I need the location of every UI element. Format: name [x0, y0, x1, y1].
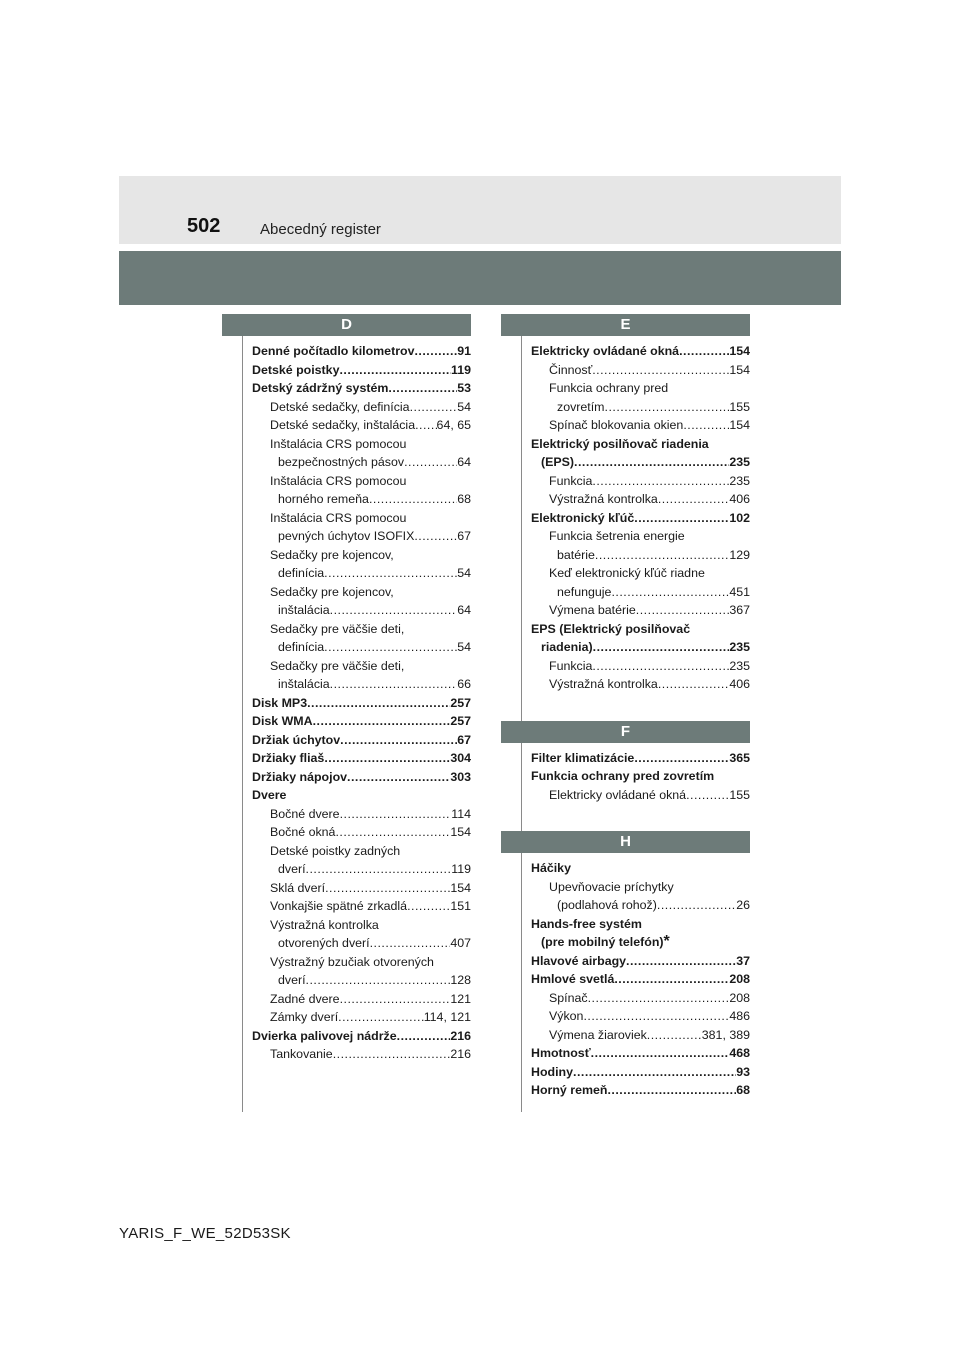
entry-term: otvorených dverí [278, 936, 370, 950]
index-list-f [501, 743, 750, 805]
dot-leader [686, 786, 729, 805]
index-entry [270, 398, 471, 417]
dot-leader [313, 712, 451, 731]
index-entry [541, 933, 750, 952]
section-header-h: H [501, 831, 750, 853]
entry-term: Funkcia ochrany pred zovretím [531, 769, 715, 783]
entry-term: zovretím [557, 399, 605, 414]
entry-term: Inštalácia CRS pomocou [270, 510, 407, 525]
index-list-e [501, 336, 750, 694]
page-ref: 304 [450, 751, 471, 765]
page-ref: 64, 65 [436, 418, 471, 432]
index-entry [549, 527, 750, 546]
index-entry [278, 675, 471, 694]
index-entry [531, 970, 750, 989]
page-ref: 154 [450, 880, 471, 895]
index-entry [278, 453, 471, 472]
entry-term: Držiaky fliaš [252, 751, 325, 765]
dot-leader [415, 416, 436, 435]
index-entry [549, 379, 750, 398]
page-ref: 155 [729, 787, 750, 802]
index-entry [278, 601, 471, 620]
dot-leader [592, 472, 729, 491]
index-entry [549, 601, 750, 620]
index-entry [549, 878, 750, 897]
entry-term: Elektrický posilňovač riadenia [531, 436, 709, 451]
entry-term: Výmena žiaroviek [549, 1027, 647, 1042]
entry-term: Hmotnosť [531, 1046, 591, 1060]
index-entry [531, 1044, 750, 1063]
index-entry [549, 989, 750, 1008]
entry-term: Bočné dvere [270, 806, 340, 821]
entry-term: definícia [278, 640, 325, 654]
entry-term: Bočné okná [270, 825, 336, 839]
dot-leader [324, 564, 457, 583]
section-header-e: E [501, 314, 750, 336]
index-entry [270, 620, 471, 639]
index-entry [531, 749, 750, 768]
entry-term: Háčiky [531, 861, 571, 875]
dot-leader [330, 675, 458, 694]
index-entry [252, 768, 471, 787]
entry-term: definícia [278, 566, 325, 580]
entry-term: Sklá dverí [270, 880, 326, 895]
dot-leader [306, 971, 451, 990]
index-entry [270, 657, 471, 676]
index-entry [270, 435, 471, 454]
index-entry [270, 842, 471, 861]
section-header-d: D [222, 314, 471, 336]
dot-leader [410, 398, 458, 417]
page-ref: 365 [729, 750, 750, 765]
dot-leader [658, 675, 730, 694]
dot-leader [634, 509, 729, 528]
page-ref: 381, 389 [701, 1027, 750, 1042]
entry-term: Zadné dvere [270, 991, 340, 1006]
index-entry [557, 896, 750, 915]
index-entry [557, 583, 750, 602]
index-entry [252, 379, 471, 398]
entry-term: Sedačky pre väčšie deti, [270, 621, 405, 636]
dot-leader [611, 583, 729, 602]
page-number: 502 [187, 215, 221, 237]
page-ref: 257 [450, 695, 471, 710]
index-entry [252, 1027, 471, 1046]
entry-term: inštalácia [278, 603, 330, 617]
page-ref: 64 [457, 603, 471, 617]
entry-term: Tankovanie [270, 1047, 333, 1061]
dot-leader [583, 1007, 729, 1026]
page-ref: 37 [736, 953, 750, 968]
page-title: Abecedný register [260, 221, 381, 238]
page-ref: 53 [457, 381, 471, 395]
index-entry [270, 805, 471, 824]
index-entry [278, 971, 471, 990]
entry-term: Výstražná kontrolka [270, 917, 379, 932]
dot-leader [339, 361, 451, 380]
index-entry [270, 879, 471, 898]
entry-term: Spínač [549, 990, 588, 1005]
entry-term: Denné počítadlo kilometrov [252, 344, 415, 358]
entry-term: riadenia) [541, 640, 593, 654]
index-entry [252, 342, 471, 361]
entry-term: Funkcia [549, 658, 593, 673]
dot-leader [325, 879, 450, 898]
index-entry [549, 657, 750, 676]
page-ref: 303 [450, 769, 471, 784]
index-entry [252, 694, 471, 713]
dot-leader [330, 601, 458, 620]
dot-leader [634, 749, 729, 768]
section-band [119, 251, 841, 305]
entry-term: Detské sedačky, inštalácia [270, 418, 416, 432]
entry-term: Hodiny [531, 1064, 573, 1079]
page-ref: 468 [729, 1046, 750, 1060]
entry-term: Elektricky ovládané okná [549, 787, 687, 802]
index-entry [549, 416, 750, 435]
entry-term: Hands-free systém [531, 916, 642, 931]
dot-leader [592, 657, 729, 676]
entry-term: Výstražná kontrolka [549, 677, 658, 691]
entry-term: EPS (Elektrický posilňovač [531, 621, 691, 636]
dot-leader [306, 860, 452, 879]
dot-leader [636, 601, 730, 620]
page-ref: 486 [729, 1009, 750, 1023]
entry-term: bezpečnostných pásov [278, 455, 405, 469]
dot-leader [592, 361, 729, 380]
index-entry [549, 490, 750, 509]
dot-leader [573, 1063, 736, 1082]
index-entry [252, 731, 471, 750]
dot-leader [340, 805, 452, 824]
index-entry [549, 786, 750, 805]
page-ref: 66 [457, 677, 471, 691]
entry-term: (EPS) [541, 455, 575, 469]
entry-term: Dvere [252, 788, 287, 802]
dot-leader [397, 1027, 451, 1046]
dot-leader [324, 749, 450, 768]
header-band [119, 176, 841, 244]
index-entry [270, 472, 471, 491]
dot-leader [679, 342, 729, 361]
index-entry [270, 416, 471, 435]
page-ref: 154 [729, 418, 750, 432]
index-entry [531, 342, 750, 361]
entry-term: Horný remeň [531, 1083, 608, 1097]
dot-leader [324, 638, 457, 657]
page-ref: 114, 121 [423, 1010, 471, 1024]
dot-leader [307, 694, 450, 713]
index-entry [278, 564, 471, 583]
index-list-h [501, 853, 750, 1100]
index-entry [549, 361, 750, 380]
index-entry [270, 546, 471, 565]
index-list-d [222, 336, 471, 1064]
index-entry [252, 712, 471, 731]
index-entry [531, 859, 750, 878]
index-entry [278, 934, 471, 953]
page-ref: 235 [729, 473, 750, 488]
index-entry [252, 361, 471, 380]
entry-term: Výmena batérie [549, 603, 636, 617]
index-entry [531, 952, 750, 971]
dot-leader [407, 897, 450, 916]
page-ref: 128 [450, 973, 471, 987]
page-ref: 129 [729, 547, 750, 562]
page-ref: 235 [729, 658, 750, 673]
index-entry [531, 1063, 750, 1082]
page-ref: 68 [736, 1083, 750, 1097]
entry-term: Detský zádržný systém [252, 381, 389, 395]
entry-term: Sedačky pre väčšie deti, [270, 658, 405, 673]
entry-term: Inštalácia CRS pomocou [270, 436, 407, 451]
entry-term: nefunguje [557, 584, 612, 599]
index-entry [270, 916, 471, 935]
index-entry [270, 1008, 471, 1027]
entry-term: Hlavové airbagy [531, 953, 627, 968]
dot-leader [574, 453, 729, 472]
index-column-right [501, 314, 750, 1100]
entry-term: Funkcia šetrenia energie [549, 529, 685, 543]
index-entry [557, 546, 750, 565]
entry-term: Vonkajšie spätné zrkadlá [270, 899, 408, 913]
dot-leader [404, 453, 457, 472]
page-ref: 26 [736, 898, 750, 912]
page-ref: 67 [457, 529, 471, 543]
entry-term: Sedačky pre kojencov, [270, 584, 394, 599]
entry-term: Výstražný bzučiak otvorených [270, 954, 434, 969]
entry-term: Činnosť [549, 362, 593, 377]
page-ref: 68 [457, 492, 471, 506]
page-ref: 216 [450, 1047, 471, 1061]
entry-term: horného remeňa [278, 492, 369, 506]
dot-leader [626, 952, 736, 971]
entry-term: dverí [278, 973, 306, 987]
index-entry [270, 1045, 471, 1064]
entry-term: Keď elektronický kľúč riadne [549, 566, 705, 580]
page-ref: 91 [457, 344, 471, 358]
page-ref: 216 [450, 1028, 471, 1043]
entry-term: Elektricky ovládané okná [531, 344, 680, 358]
page-ref: 155 [729, 399, 750, 414]
page-ref: 102 [729, 510, 750, 525]
entry-term: inštalácia [278, 677, 330, 691]
index-entry [278, 490, 471, 509]
dot-leader [340, 990, 451, 1009]
page-ref: 208 [729, 990, 750, 1005]
dot-leader [333, 1045, 451, 1064]
entry-term: Dvierka palivovej nádrže [252, 1028, 397, 1043]
page-ref: 154 [450, 825, 471, 839]
dot-leader [340, 731, 457, 750]
index-entry [549, 472, 750, 491]
page-ref: 119 [451, 862, 471, 876]
index-entry [252, 786, 471, 805]
dot-leader [657, 896, 736, 915]
entry-term: Disk WMA [252, 714, 313, 728]
index-entry [549, 1026, 750, 1045]
index-entry [270, 583, 471, 602]
page-ref: 151 [450, 899, 471, 913]
page-ref: 121 [450, 991, 471, 1006]
page-ref: 406 [729, 492, 750, 506]
entry-term: Funkcia ochrany pred [549, 381, 669, 395]
page-ref: 54 [457, 399, 471, 414]
index-entry [549, 675, 750, 694]
index-entry [270, 823, 471, 842]
dot-leader [595, 546, 729, 565]
index-column-left [222, 314, 471, 1064]
entry-term: Detské poistky [252, 362, 340, 377]
index-entry [270, 509, 471, 528]
index-entry [541, 638, 750, 657]
dot-leader [614, 970, 729, 989]
entry-term: (podlahová rohož) [557, 898, 657, 912]
index-entry [557, 398, 750, 417]
page-ref: 67 [457, 732, 471, 747]
dot-leader [591, 1044, 730, 1063]
page-ref: 208 [729, 972, 750, 986]
section-header-f: F [501, 721, 750, 743]
dot-leader [370, 934, 451, 953]
page-ref: 114 [451, 806, 471, 821]
dot-leader [335, 823, 450, 842]
page-ref: 54 [457, 640, 471, 654]
dot-leader [683, 416, 729, 435]
index-entry [531, 509, 750, 528]
entry-term: Inštalácia CRS pomocou [270, 473, 407, 488]
entry-term: Upevňovacie príchytky [549, 879, 674, 894]
index-entry [549, 564, 750, 583]
dot-leader [658, 490, 730, 509]
page-ref: 367 [729, 603, 750, 617]
index-entry [270, 953, 471, 972]
page-ref: 235 [729, 640, 750, 654]
dot-leader [605, 398, 730, 417]
entry-term: Hmlové svetlá [531, 972, 615, 986]
index-entry [252, 749, 471, 768]
entry-term: Disk MP3 [252, 695, 308, 710]
index-entry [531, 915, 750, 934]
entry-term: pevných úchytov ISOFIX [278, 529, 415, 543]
index-entry [278, 860, 471, 879]
index-entry [278, 638, 471, 657]
entry-term: Sedačky pre kojencov, [270, 547, 394, 562]
page-ref: 406 [729, 677, 750, 691]
dot-leader [414, 527, 457, 546]
dot-leader [593, 638, 730, 657]
entry-term: Zámky dverí [270, 1010, 339, 1024]
index-entry [531, 1081, 750, 1100]
entry-term: Držiak úchytov [252, 732, 341, 747]
index-entry [549, 1007, 750, 1026]
entry-term: Výstražná kontrolka [549, 492, 658, 506]
page-ref: 54 [457, 566, 471, 580]
entry-term: Detské poistky zadných [270, 843, 401, 858]
page-ref: 451 [729, 584, 750, 599]
entry-term: Funkcia [549, 473, 593, 488]
page-ref: 154 [729, 344, 750, 358]
index-entry [270, 990, 471, 1009]
dot-leader [607, 1081, 736, 1100]
entry-term: Spínač blokovania okien [549, 418, 684, 432]
entry-term: dverí [278, 862, 306, 876]
page-ref: 119 [451, 362, 471, 377]
dot-leader [388, 379, 457, 398]
index-entry [531, 767, 750, 786]
footnote-mark: * [663, 933, 670, 950]
dot-leader [647, 1026, 702, 1045]
index-entry [531, 435, 750, 454]
entry-term: Elektronický kľúč [531, 510, 635, 525]
page-ref: 93 [736, 1064, 750, 1079]
entry-term: Filter klimatizácie [531, 750, 635, 765]
page-ref: 64 [457, 455, 471, 469]
dot-leader [414, 342, 457, 361]
entry-term: batérie [557, 547, 595, 562]
dot-leader [347, 768, 450, 787]
index-entry [270, 897, 471, 916]
index-entry [278, 527, 471, 546]
entry-term: (pre mobilný telefón) [541, 935, 664, 949]
index-entry [531, 620, 750, 639]
page-ref: 407 [450, 936, 471, 950]
entry-term: Držiaky nápojov [252, 769, 348, 784]
dot-leader [338, 1008, 424, 1027]
document-code: YARIS_F_WE_52D53SK [119, 1225, 291, 1242]
page-ref: 154 [729, 362, 750, 377]
entry-term: Detské sedačky, definícia [270, 399, 410, 414]
page-ref: 235 [729, 455, 750, 469]
page-ref: 257 [450, 714, 471, 728]
index-entry [541, 453, 750, 472]
dot-leader [588, 989, 730, 1008]
dot-leader [369, 490, 457, 509]
entry-term: Výkon [549, 1009, 584, 1023]
